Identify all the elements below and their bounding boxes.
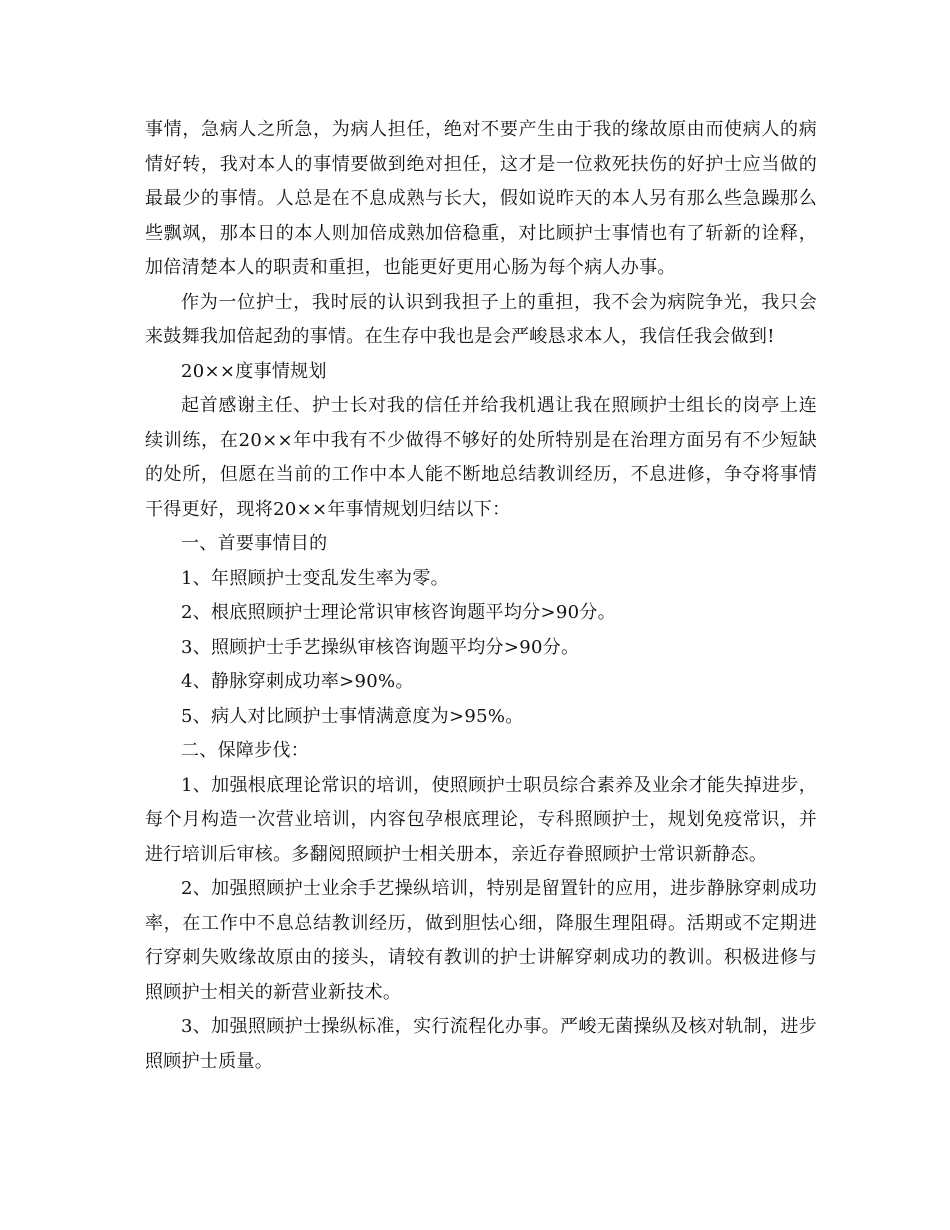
measure-item-3: 3、加强照顾护士操纵标准，实行流程化办事。严峻无菌操纵及核对轨制，进步照顾护士质量。 — [145, 1016, 817, 1072]
heading-main-goals: 一、首要事情目的 — [181, 533, 328, 554]
goal-item-4: 4、静脉穿刺成功率>90%。 — [181, 671, 414, 692]
goal-item-3: 3、照顾护士手艺操纵审核咨询题平均分>90分。 — [181, 636, 580, 658]
measure-item-1: 1、加强根底理论常识的培训，使照顾护士职员综合素养及业余才能失掉进步，每个月构造一次营业培训，内容包孕根底理论，专科照顾护士，规划免疫常识，并进行培训后审核。多翻阅照顾护士相关册本，亲近存眷照顾护士常识新静态。 — [145, 774, 817, 865]
paragraph-continuation: 事情，急病人之所急，为病人担任，绝对不要产生由于我的缘故原由而使病人的病情好转，我对本人的事情要做到绝对担任，这才是一位救死扶伤的好护士应当做的最最少的事情。人总是在不息成熟与长大，假如说昨天的本人另有那么些急躁那么些飘飒，那本日的本人则加倍成熟加倍稳重，对比顾护士事情也有了斩新的诠释，加倍清楚本人的职责和重担，也能更好更用心肠为每个病人办事。 — [145, 119, 817, 278]
section-title-work-plan: 20××度事情规划 — [181, 360, 327, 382]
goal-item-2: 2、根底照顾护士理论常识审核咨询题平均分>90分。 — [181, 602, 616, 623]
goal-item-1: 1、年照顾护士变乱发生率为零。 — [181, 567, 449, 589]
document-page — [145, 113, 817, 1079]
paragraph-plan-intro: 起首感谢主任、护士长对我的信任并给我机遇让我在照顾护士组长的岗亭上连续训练，在20××年中我有不少做得不够好的处所特别是在治理方面另有不少短缺的处所，但愿在当前的工作中本人能不断地总结教训经历，不息进修，争夺将事情干得更好，现将20××年事情规划归结以下： — [145, 395, 817, 520]
paragraph-nurse-commitment: 作为一位护士，我时辰的认识到我担子上的重担，我不会为病院争光，我只会来鼓舞我加倍起劲的事情。在生存中我也是会严峻恳求本人，我信任我会做到! — [145, 291, 817, 347]
measure-item-2: 2、加强照顾护士业余手艺操纵培训，特别是留置针的应用，进步静脉穿刺成功率，在工作中不息总结教训经历，做到胆怯心细，降服生理阻碍。活期或不定期进行穿刺失败缘故原由的接头，请较有教训的护士讲解穿刺成功的教训。积极进修与照顾护士相关的新营业新技术。 — [145, 878, 817, 1003]
heading-measures: 二、保障步伐： — [181, 740, 310, 761]
goal-item-5: 5、病人对比顾护士事情满意度为>95%。 — [181, 705, 524, 727]
